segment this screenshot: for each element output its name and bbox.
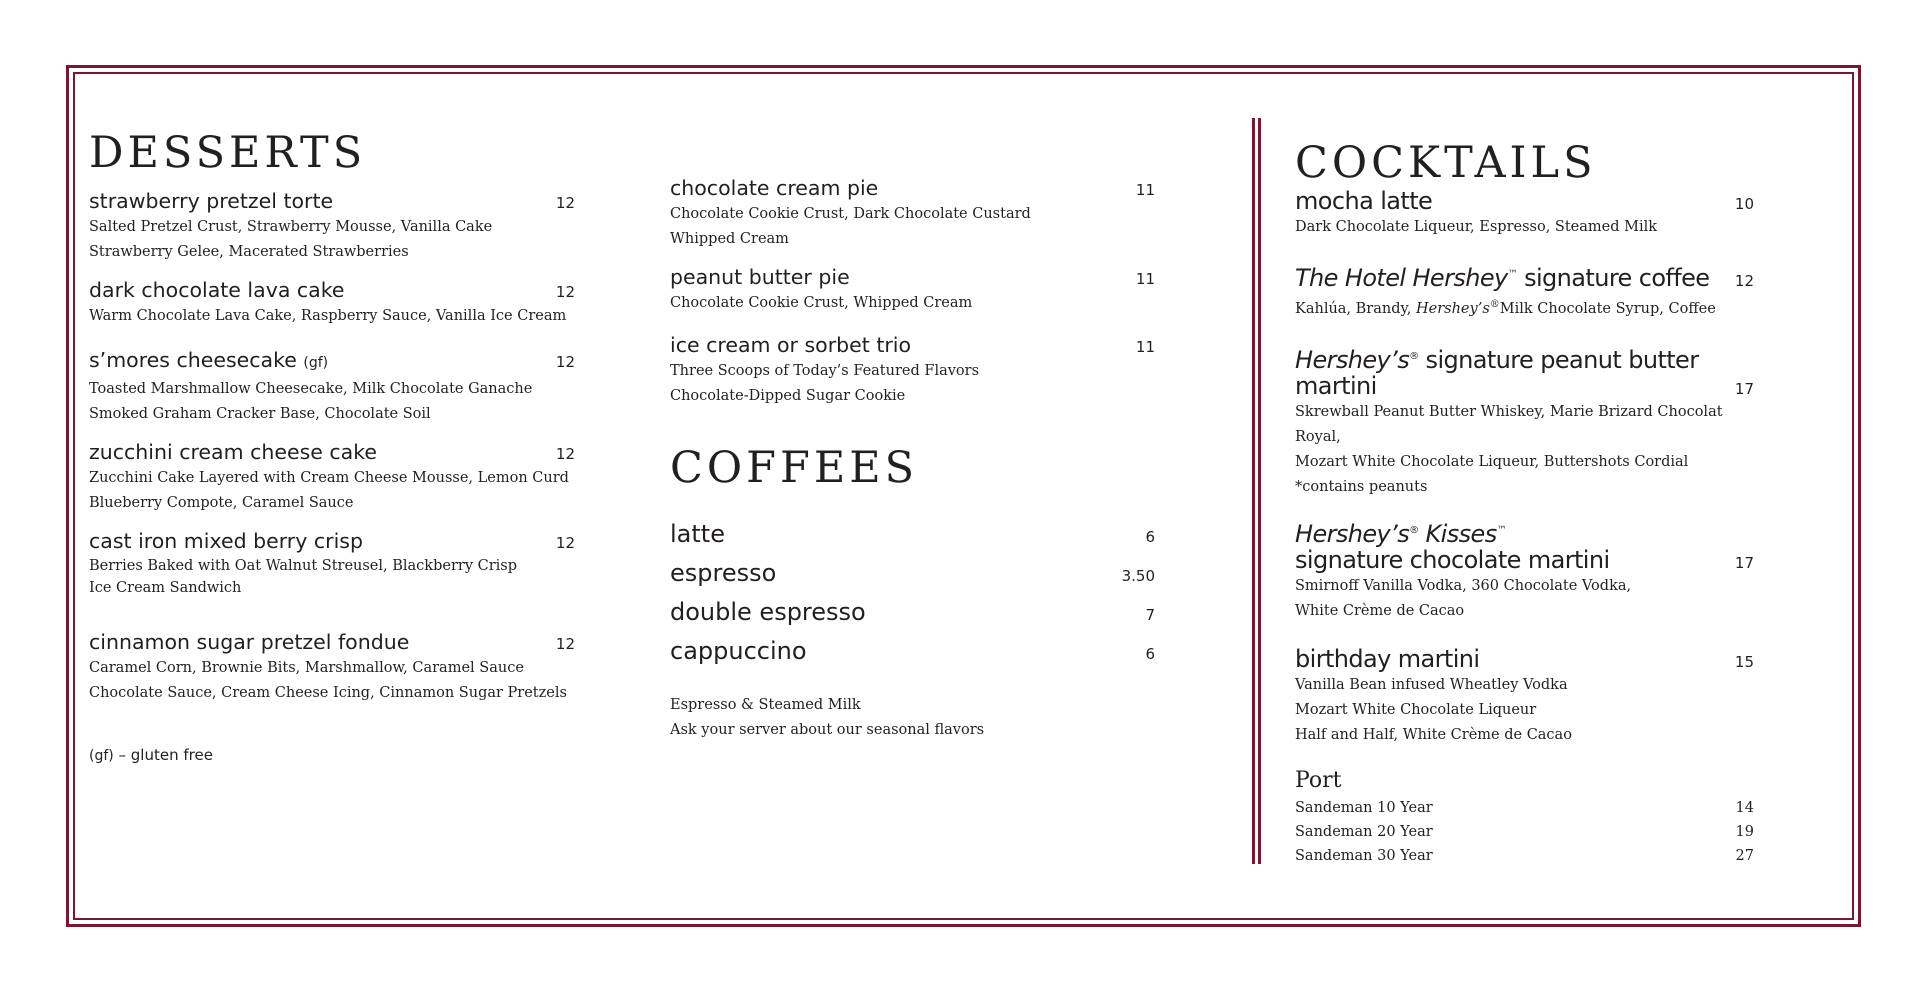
column-divider: [1252, 118, 1255, 864]
trademark-mark: ™: [1496, 524, 1507, 536]
item-name: espresso: [670, 559, 777, 587]
item-name: zucchini cream cheese cake: [89, 440, 377, 464]
menu-item: [89, 188, 575, 265]
item-price: 6: [1145, 528, 1155, 546]
coffee-item: [670, 593, 1155, 632]
item-name: Sandeman 10 Year: [1295, 799, 1433, 816]
item-name-text: s’mores cheesecake: [89, 348, 297, 372]
brand-name: The Hotel Hershey: [1295, 264, 1508, 292]
gluten-free-footnote: [89, 746, 575, 764]
item-name-text: signature peanut butter: [1418, 345, 1699, 374]
item-description: Caramel Corn, Brownie Bits, Marshmallow, Caramel Sauce: [89, 660, 524, 676]
item-price: 17: [1734, 379, 1754, 398]
item-price: 17: [1734, 553, 1754, 572]
trademark-mark: ®: [1409, 524, 1419, 536]
item-description: Ice Cream Sandwich: [89, 580, 242, 596]
gluten-free-tag: (gf): [89, 748, 114, 764]
brand-name: Hershey’s: [1295, 519, 1410, 548]
menu-item: [89, 629, 575, 706]
cocktails-title: COCKTAILS: [1295, 138, 1597, 188]
item-description: Berries Baked with Oat Walnut Streusel, Blackberry Crisp: [89, 558, 518, 574]
item-description: Vanilla Bean infused Wheatley Vodka: [1295, 676, 1568, 693]
cocktail-item: [1295, 646, 1754, 748]
item-description: Three Scoops of Today’s Featured Flavors: [670, 363, 980, 379]
item-price: 12: [555, 635, 575, 653]
port-item: [1295, 844, 1754, 868]
port-item: [1295, 796, 1754, 820]
item-price: 11: [1135, 338, 1155, 356]
item-name: Sandeman 20 Year: [1295, 823, 1433, 840]
item-name: cappuccino: [670, 637, 807, 665]
item-name: dark chocolate lava cake: [89, 278, 345, 302]
item-price: 12: [555, 283, 575, 301]
item-name: Sandeman 30 Year: [1295, 847, 1433, 864]
item-description: Chocolate Sauce, Cream Cheese Icing, Cinnamon Sugar Pretzels: [89, 685, 567, 701]
item-description: Chocolate-Dipped Sugar Cookie: [670, 388, 906, 404]
menu-item: [89, 439, 575, 516]
item-description: Chocolate Cookie Crust, Whipped Cream: [670, 295, 973, 311]
item-price: 19: [1735, 823, 1754, 840]
item-description: Mozart White Chocolate Liqueur: [1295, 701, 1537, 718]
brand-name: Hershey’s: [1295, 345, 1410, 374]
item-price: 12: [555, 194, 575, 212]
item-name: peanut butter pie: [670, 265, 850, 289]
item-name-line2: signature chocolate martini: [1295, 545, 1610, 574]
menu-item: [89, 277, 575, 329]
item-description: White Crème de Cacao: [1295, 602, 1465, 619]
trademark-mark: ™: [1507, 269, 1518, 280]
item-name: [1295, 262, 1709, 291]
item-price: 12: [555, 353, 575, 371]
menu-item: [89, 347, 575, 427]
item-price: 12: [1734, 272, 1754, 290]
item-description: Chocolate Cookie Crust, Dark Chocolate Custard: [670, 206, 1031, 222]
menu-item: [89, 528, 575, 599]
item-description: Smoked Graham Cracker Base, Chocolate Soil: [89, 406, 431, 422]
item-price: 10: [1734, 195, 1754, 213]
item-description: *contains peanuts: [1295, 478, 1428, 495]
coffee-item: [670, 515, 1155, 554]
item-price: 11: [1135, 270, 1155, 288]
cocktail-item: [1295, 262, 1754, 322]
item-name: ice cream or sorbet trio: [670, 333, 912, 357]
cocktail-item: [1295, 518, 1754, 624]
desc-text: Milk Chocolate Syrup, Coffee: [1499, 300, 1716, 317]
item-price: 6: [1145, 645, 1155, 663]
item-description: Strawberry Gelee, Macerated Strawberries: [89, 244, 409, 260]
item-price: 15: [1734, 652, 1754, 671]
gluten-free-tag: (gf): [303, 355, 329, 371]
item-description: Blueberry Compote, Caramel Sauce: [89, 495, 354, 511]
menu-item: [670, 332, 1155, 409]
item-description: Warm Chocolate Lava Cake, Raspberry Sauce, Vanilla Ice Cream: [89, 308, 567, 324]
item-name: chocolate cream pie: [670, 176, 879, 200]
desserts-column: [89, 128, 575, 764]
item-name: [1295, 518, 1754, 547]
item-description: Salted Pretzel Crust, Strawberry Mousse, Vanilla Cake: [89, 219, 493, 235]
brand-name: Kisses: [1418, 519, 1497, 548]
item-price: 3.50: [1121, 567, 1155, 585]
cocktail-item: [1295, 344, 1754, 500]
item-name: [89, 347, 328, 377]
coffees-title: COFFEES: [670, 443, 919, 493]
item-name: cinnamon sugar pretzel fondue: [89, 630, 410, 654]
brand-name: Hershey’s: [1416, 300, 1490, 317]
item-description: Zucchini Cake Layered with Cream Cheese Mousse, Lemon Curd: [89, 470, 569, 486]
item-name: latte: [670, 520, 725, 548]
item-description: Whipped Cream: [670, 231, 789, 247]
menu-item: [670, 175, 1155, 252]
item-price: 11: [1135, 181, 1155, 199]
coffee-note-line: Ask your server about our seasonal flavors: [670, 722, 985, 738]
item-name: [1295, 344, 1754, 373]
coffee-note: [670, 693, 1155, 743]
menu-item: [670, 264, 1155, 316]
item-name: strawberry pretzel torte: [89, 189, 334, 213]
coffee-item: [670, 554, 1155, 593]
item-description: [1295, 292, 1754, 322]
item-description: Mozart White Chocolate Liqueur, Buttershots Cordial: [1295, 453, 1689, 470]
item-price: 14: [1735, 799, 1754, 816]
pies-coffees-column: [670, 175, 1155, 743]
item-price: 12: [555, 534, 575, 552]
item-name: mocha latte: [1295, 187, 1433, 215]
cocktails-column: [1295, 138, 1754, 868]
coffee-note-line: Espresso & Steamed Milk: [670, 697, 861, 713]
cocktail-item: [1295, 188, 1754, 240]
desc-text: Kahlúa, Brandy,: [1295, 300, 1416, 317]
item-description: Half and Half, White Crème de Cacao: [1295, 726, 1572, 743]
item-name-text: signature coffee: [1517, 264, 1710, 292]
port-item: [1295, 820, 1754, 844]
trademark-mark: ®: [1489, 299, 1500, 310]
trademark-mark: ®: [1409, 350, 1419, 362]
coffee-list: [670, 515, 1155, 671]
column-divider: [1258, 118, 1261, 864]
item-name: cast iron mixed berry crisp: [89, 529, 363, 553]
item-description: Smirnoff Vanilla Vodka, 360 Chocolate Vodka,: [1295, 577, 1632, 594]
item-price: 12: [555, 445, 575, 463]
item-description: Toasted Marshmallow Cheesecake, Milk Chocolate Ganache: [89, 381, 533, 397]
desserts-title: DESSERTS: [89, 128, 367, 178]
coffee-item: [670, 632, 1155, 671]
footnote-text: – gluten free: [113, 746, 213, 764]
item-description: Dark Chocolate Liqueur, Espresso, Steamed Milk: [1295, 219, 1658, 235]
item-name: double espresso: [670, 598, 866, 626]
item-description: Skrewball Peanut Butter Whiskey, Marie Brizard Chocolat Royal,: [1295, 403, 1723, 445]
port-title: Port: [1295, 767, 1342, 793]
item-price: 7: [1145, 606, 1155, 624]
item-name: birthday martini: [1295, 644, 1480, 673]
item-name-line2: martini: [1295, 371, 1377, 400]
item-price: 27: [1735, 847, 1754, 864]
